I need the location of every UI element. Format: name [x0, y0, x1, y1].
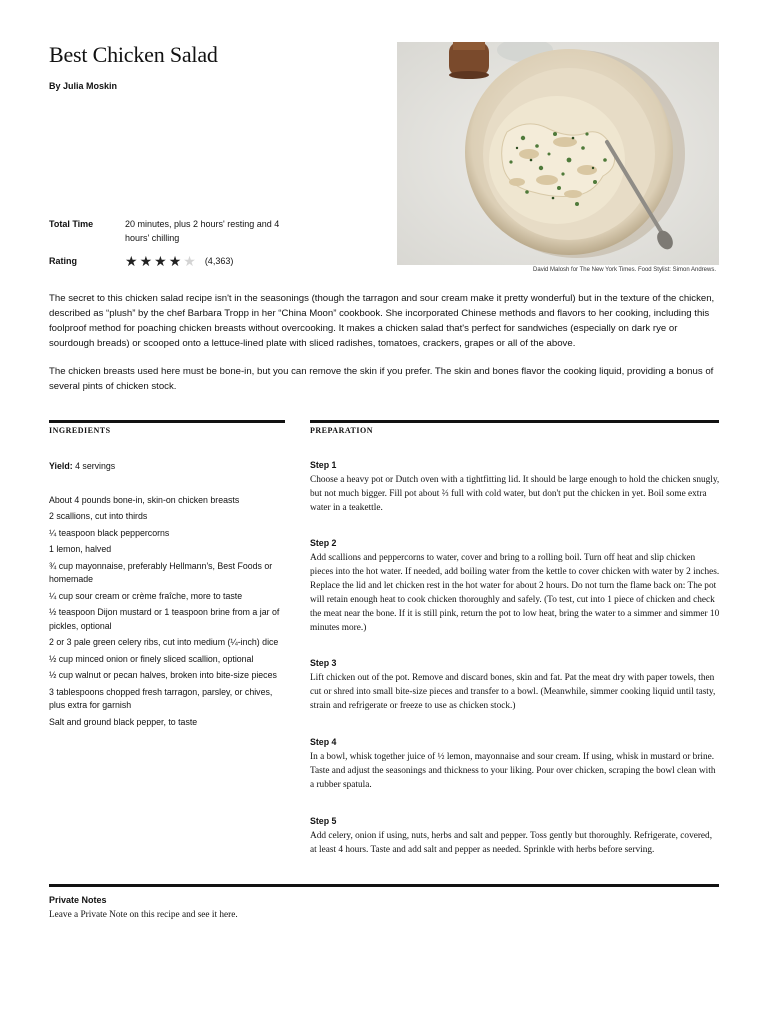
ingredient-item: Salt and ground black pepper, to taste — [49, 716, 198, 727]
yield — [49, 460, 285, 474]
yield-value: 4 servings — [75, 461, 116, 471]
step-text: Choose a heavy pot or Dutch oven with a tightfitting lid. It should be large enough to hold the chicken snugly, but not much bigger. Fill pot about ⅔ full with cold water, but don't put the chicken in yet. Boil some extra water in a teakettle. — [310, 475, 720, 513]
recipe-meta — [49, 217, 299, 277]
step-text: Add celery, onion if using, nuts, herbs and salt and pepper. Toss gently but thoroughly. Refrigerate, covered, at least 4 hours. Taste and add salt and pepper as needed. Sprinkle with herbs before serving. — [310, 831, 713, 855]
ingredient-item: 2 scallions, cut into thirds — [49, 511, 148, 521]
ingredient-item: About 4 pounds bone-in, skin-on chicken breasts — [49, 494, 240, 505]
ingredients-list — [49, 460, 285, 732]
ingredient-item: ¾ cup mayonnaise, preferably Hellmann's, Best Foods or homemade — [49, 560, 273, 584]
step-label: Step 3 — [310, 658, 337, 668]
intro-paragraph-1: The secret to this chicken salad recipe isn't in the seasonings (though the tarragon and sour cream make it pretty wonderful) but in the texture of the chicken, described as “plush” by the chef Barbara Tropp in her “China Moon” cookbook. She incorporated Chinese methods and flavors to her cooking, including this foolproof method for poaching chicken breasts without overcooking. It makes a chicken salad that's perfect for sandwiches (especially on dark rye or sourdough breads) or scooped onto a lettuce-lined plate with sliced radishes, tomatoes, crackers, grapes or all of the above. — [49, 293, 715, 349]
ingredient-item: ½ cup walnut or pecan halves, broken into bite-size pieces — [49, 670, 277, 680]
step-label: Step 4 — [310, 737, 337, 747]
photo-credit: David Malosh for The New York Times. Food Stylist: Simon Andrews. — [533, 267, 716, 273]
ingredients-rule — [49, 420, 285, 423]
step-text: Lift chicken out of the pot. Remove and discard bones, skin and fat. Pat the meat dry with paper towels, then cut or shred into small bite-size pieces and transfer to a bowl. (Meanwhile, simmer cooking liquid until tasty, strain and refrigerate or freeze to use as chicken stock.) — [310, 673, 716, 711]
total-time-value: 20 minutes, plus 2 hours' resting and 4 hours' chilling — [125, 219, 280, 243]
private-notes-title: Private Notes — [49, 895, 107, 905]
step-5 — [310, 816, 720, 857]
notes-rule — [49, 884, 719, 887]
rating-label: Rating — [49, 256, 77, 266]
step-label: Step 5 — [310, 816, 337, 826]
step-text: In a bowl, whisk together juice of ½ lemon, mayonnaise and sour cream. If using, whisk in mustard or brine. Taste and adjust the seasonings and thickness to your liking. Pour over chicken, scraping the bowl clean with a rubber spatula. — [310, 752, 716, 790]
private-notes-text[interactable]: Leave a Private Note on this recipe and see it here. — [49, 910, 238, 920]
star-filled-icon[interactable]: ★ — [168, 253, 182, 269]
total-time-label: Total Time — [49, 219, 94, 229]
preparation-heading: PREPARATION — [310, 426, 373, 435]
star-rating — [125, 255, 196, 267]
ingredient-item: 1 lemon, halved — [49, 544, 112, 554]
step-label: Step 1 — [310, 460, 337, 470]
author-byline[interactable]: By Julia Moskin — [49, 81, 118, 91]
yield-label: Yield: — [49, 461, 73, 471]
total-time-row — [49, 217, 299, 245]
ingredients-heading: INGREDIENTS — [49, 426, 111, 435]
step-text: Add scallions and peppercorns to water, cover and bring to a rolling boil. Turn off heat and slip chicken pieces into the hot water. If needed, add boiling water from the kettle to cover chicken with water by 2 inches. Replace the lid and let chicken rest in the hot water for about 2 hours. Do not turn the flame back on: The pot will retain enough heat to cook chicken thoroughly and safely. (To test, cut into 1 piece of chicken and check the meat near the bone. If it is still pink, return the pot to low heat, bring the water to a simmer and simmer 10 minutes more.) — [310, 553, 720, 633]
ingredient-item: ¼ cup sour cream or crème fraîche, more to taste — [49, 590, 243, 601]
step-1 — [310, 460, 720, 515]
step-3 — [310, 658, 720, 713]
recipe-photo — [397, 42, 719, 265]
star-filled-icon[interactable]: ★ — [154, 253, 167, 269]
ingredient-item: 3 tablespoons chopped fresh tarragon, parsley, or chives, plus extra for garnish — [49, 686, 273, 710]
star-filled-icon[interactable]: ★ — [139, 253, 153, 269]
recipe-intro — [49, 291, 719, 407]
ingredient-item: ¼ teaspoon black peppercorns — [49, 527, 170, 538]
rating-row — [49, 254, 299, 268]
ingredient-item: ½ teaspoon Dijon mustard or 1 teaspoon brine from a jar of pickles, optional — [49, 607, 280, 631]
step-2 — [310, 538, 720, 635]
preparation-rule — [310, 420, 719, 423]
rating-count: (4,363) — [204, 256, 234, 266]
step-4 — [310, 737, 720, 792]
star-filled-icon[interactable]: ★ — [125, 253, 138, 269]
rating-stars[interactable] — [125, 254, 299, 268]
step-label: Step 2 — [310, 538, 337, 548]
recipe-title: Best Chicken Salad — [49, 42, 218, 67]
ingredient-item: 2 or 3 pale green celery ribs, cut into medium (¼-inch) dice — [49, 637, 279, 647]
star-empty-icon[interactable]: ★ — [183, 253, 196, 269]
intro-paragraph-2: The chicken breasts used here must be bone-in, but you can remove the skin if you prefer. The skin and bones flavor the cooking liquid, providing a bonus of several pints of chicken stock. — [49, 366, 714, 392]
chicken-salad-photo-illustration — [397, 42, 719, 265]
ingredient-item: ½ cup minced onion or finely sliced scallion, optional — [49, 653, 254, 664]
